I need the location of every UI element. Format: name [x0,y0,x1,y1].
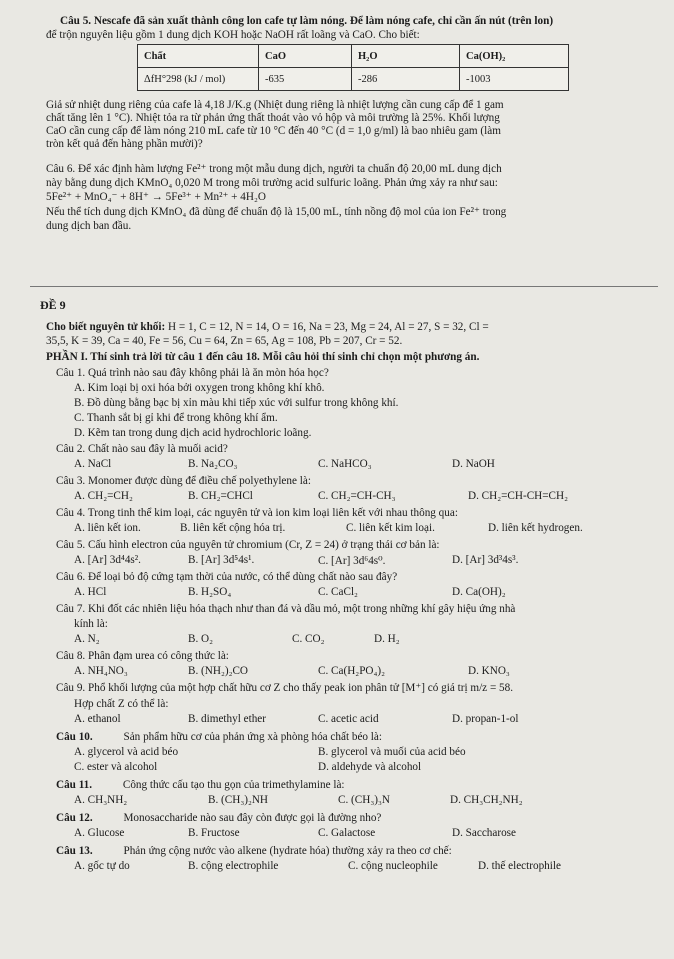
q3-option-d[interactable]: D. CH₂=CH-CH=CH₂ [468,490,568,502]
section-divider [30,286,658,287]
q13-option-b[interactable]: B. cộng electrophile [188,860,279,872]
question-8: Câu 8. Phân đạm urea có công thức là: [56,650,229,662]
q10-number: Câu 10. [56,731,93,743]
q4-option-a[interactable]: A. liên kết ion. [74,522,141,534]
table-row [138,68,569,91]
q11-option-d[interactable]: D. CH₃CH₂NH₂ [450,794,523,806]
question-6: Câu 6. Để loại bỏ độ cứng tạm thời của nước, có thể dùng chất nào sau đây? [56,571,398,583]
q9-option-d[interactable]: D. propan-1-ol [452,713,519,725]
q2-option-c[interactable]: C. NaHCO₃ [318,458,372,470]
question-7-line1: Câu 7. Khi đốt các nhiên liệu hóa thạch như than đá và dầu mỏ, một trong những khí gây hiệu ứng nhà [56,603,516,615]
q6-text-line1: Câu 6. Để xác định hàm lượng Fe²⁺ trong một mẫu dung dịch, người ta chuẩn độ 20,00 mL dung dịch [46,163,502,175]
table-cell: -286 [352,68,460,91]
question-9-line2: Hợp chất Z có thể là: [74,698,169,710]
q2-option-a[interactable]: A. NaCl [74,458,112,470]
q10-option-d[interactable]: D. aldehyde và alcohol [318,761,422,773]
question-13 [56,844,674,858]
question-11 [56,778,674,792]
q6-equation: 5Fe²⁺ + MnO₄⁻ + 8H⁺ → 5Fe³⁺ + Mn²⁺ + 4H₂O [46,191,266,203]
q5-option-b[interactable]: B. [Ar] 3d⁵4s¹. [188,554,255,566]
q12-text: Monosaccharide nào sau đây còn được gọi là đường nho? [123,812,382,824]
q4-option-c[interactable]: C. liên kết kim loại. [346,522,435,534]
q6-option-a[interactable]: A. HCl [74,586,107,598]
atomic-masses-line2: 35,5, K = 39, Ca = 40, Fe = 56, Cu = 64, Zn = 65, Ag = 108, Pb = 207, Cr = 52. [46,335,403,347]
q13-text: Phản ứng cộng nước vào alkene (hydrate hóa) thường xảy ra theo cơ chế: [123,845,452,857]
table-header-cell: Chất [138,45,259,68]
q5-text-line3: Giả sử nhiệt dung riêng của cafe là 4,18 J/K.g (Nhiệt dung riêng là nhiệt lượng cần cung cấp để 1 gam [46,99,504,111]
q3-option-b[interactable]: B. CH₂=CHCl [188,490,253,502]
q6-option-c[interactable]: C. CaCl₂ [318,586,358,598]
q4-option-d[interactable]: D. liên kết hydrogen. [488,522,583,534]
question-5: Câu 5. Cấu hình electron của nguyên tử chromium (Cr, Z = 24) ở trạng thái cơ bản là: [56,539,440,551]
q12-option-d[interactable]: D. Saccharose [452,827,516,839]
q12-option-c[interactable]: C. Galactose [318,827,376,839]
q13-option-c[interactable]: C. cộng nucleophile [348,860,438,872]
q7-option-a[interactable]: A. N₂ [74,633,100,645]
q5-option-d[interactable]: D. [Ar] 3d³4s³. [452,554,519,566]
q12-number: Câu 12. [56,812,93,824]
q5-text-line2: để trộn nguyên liệu gồm 1 dung dịch KOH hoặc NaOH rất loãng và CaO. Cho biết: [46,29,420,41]
q8-option-a[interactable]: A. NH₄NO₃ [74,665,128,677]
q10-option-a[interactable]: A. glycerol và acid béo [74,746,179,758]
q6-text-line4: dung dịch ban đầu. [46,220,132,232]
enthalpy-table [137,44,569,91]
part1-heading: PHẦN I. Thí sinh trả lời từ câu 1 đến câu 18. Mỗi câu hỏi thí sinh chỉ chọn một phương án. [46,351,480,363]
q11-option-c[interactable]: C. (CH₃)₃N [338,794,390,806]
question-10 [56,730,674,744]
q5-text-line5: CaO cần cung cấp để làm nóng 210 mL cafe từ 10 °C đến 40 °C (d = 1,0 g/ml) là bao nhiêu gam (làm [46,125,501,137]
q10-option-c[interactable]: C. ester và alcohol [74,761,158,773]
table-header-cell: H₂O [352,45,460,68]
q8-option-b[interactable]: B. (NH₂)₂CO [188,665,249,677]
table-cell: -635 [259,68,352,91]
q1-option-a[interactable]: A. Kim loại bị oxi hóa bởi oxygen trong không khí khô. [74,382,325,394]
q7-option-c[interactable]: C. CO₂ [292,633,325,645]
table-header-row [138,45,569,68]
q4-option-b[interactable]: B. liên kết cộng hóa trị. [180,522,286,534]
q11-text: Công thức cấu tạo thu gọn của trimethylamine là: [122,779,345,791]
q6-text-line3: Nếu thể tích dung dịch KMnO₄ đã dùng để chuẩn độ là 15,00 mL, tính nồng độ mol của ion Fe²⁺ trong [46,206,507,218]
q1-option-c[interactable]: C. Thanh sắt bị gỉ khi để trong không khí ẩm. [74,412,278,424]
q10-text: Sản phẩm hữu cơ của phản ứng xà phòng hóa chất béo là: [123,731,382,743]
q5-line1: Câu 5. Nescafe đã sản xuất thành công lon cafe tự làm nóng. Để làm nóng cafe, chỉ cần ấn nút (trên lon) [60,15,554,27]
q1-option-d[interactable]: D. Kẽm tan trong dung dịch acid hydrochloric loãng. [74,427,312,439]
q7-option-d[interactable]: D. H₂ [374,633,400,645]
q8-option-c[interactable]: C. Ca(H₂PO₄)₂ [318,665,386,677]
q2-option-b[interactable]: B. Na₂CO₃ [188,458,238,470]
q6-option-d[interactable]: D. Ca(OH)₂ [452,586,506,598]
table-header-cell: Ca(OH)₂ [460,45,569,68]
q12-option-b[interactable]: B. Fructose [188,827,240,839]
q3-option-c[interactable]: C. CH₂=CH-CH₃ [318,490,396,502]
q13-option-a[interactable]: A. gốc tự do [74,860,130,872]
q12-option-a[interactable]: A. Glucose [74,827,125,839]
atomic-masses-values: H = 1, C = 12, N = 14, O = 16, Na = 23, Mg = 24, Al = 27, S = 32, Cl = [165,321,489,333]
q8-option-d[interactable]: D. KNO₃ [468,665,510,677]
q2-option-d[interactable]: D. NaOH [452,458,495,470]
q10-option-b[interactable]: B. glycerol và muối của acid béo [318,746,466,758]
q13-number: Câu 13. [56,845,93,857]
q6-text-line2: này bằng dung dịch KMnO₄ 0,020 M trong môi trường acid sulfuric loãng. Phản ứng xảy ra như sau: [46,177,498,189]
table-row-label: ΔfH°298 (kJ / mol) [138,68,259,91]
q1-option-b[interactable]: B. Đồ dùng bằng bạc bị xỉn màu khi tiếp xúc với sulfur trong không khí. [74,397,399,409]
q11-option-b[interactable]: B. (CH₃)₂NH [208,794,269,806]
q11-option-a[interactable]: A. CH₃NH₂ [74,794,128,806]
question-1: Câu 1. Quá trình nào sau đây không phải là ăn mòn hóa học? [56,367,329,379]
q9-option-a[interactable]: A. ethanol [74,713,121,725]
q5-option-c[interactable]: C. [Ar] 3d⁶4s⁰. [318,555,386,567]
question-3: Câu 3. Monomer được dùng để điều chế polyethylene là: [56,475,311,487]
q5-option-a[interactable]: A. [Ar] 3d⁴4s². [74,554,141,566]
q11-number: Câu 11. [56,779,93,791]
atomic-masses-line1 [46,320,674,334]
table-header-cell: CaO [259,45,352,68]
q9-option-c[interactable]: C. acetic acid [318,713,379,725]
question-4: Câu 4. Trong tinh thể kim loại, các nguyên tử và ion kim loại liên kết với nhau thông qua: [56,507,458,519]
q5-text-line6: tròn kết quả đến hàng phần mười)? [46,138,203,150]
question-9-line1: Câu 9. Phổ khối lượng của một hợp chất hữu cơ Z cho thấy peak ion phân tử [M⁺] có giá trị m/z = 58. [56,682,514,694]
table-cell: -1003 [460,68,569,91]
atomic-masses-label: Cho biết nguyên tử khối: [46,321,166,333]
q5-text-line1 [60,14,674,28]
question-2: Câu 2. Chất nào sau đây là muối acid? [56,443,228,455]
q13-option-d[interactable]: D. thế electrophile [478,860,561,872]
question-7-line2: kính là: [74,618,108,630]
q9-option-b[interactable]: B. dimethyl ether [188,713,266,725]
q3-option-a[interactable]: A. CH₂=CH₂ [74,490,133,502]
q7-option-b[interactable]: B. O₂ [188,633,214,645]
question-12 [56,811,674,825]
q5-text-line4: chất tăng lên 1 °C). Nhiệt tỏa ra từ phản ứng thất thoát vào vỏ hộp và môi trường là 25%. Khối lượng [46,112,500,124]
q6-option-b[interactable]: B. H₂SO₄ [188,586,232,598]
exam-title: ĐỀ 9 [40,298,66,312]
